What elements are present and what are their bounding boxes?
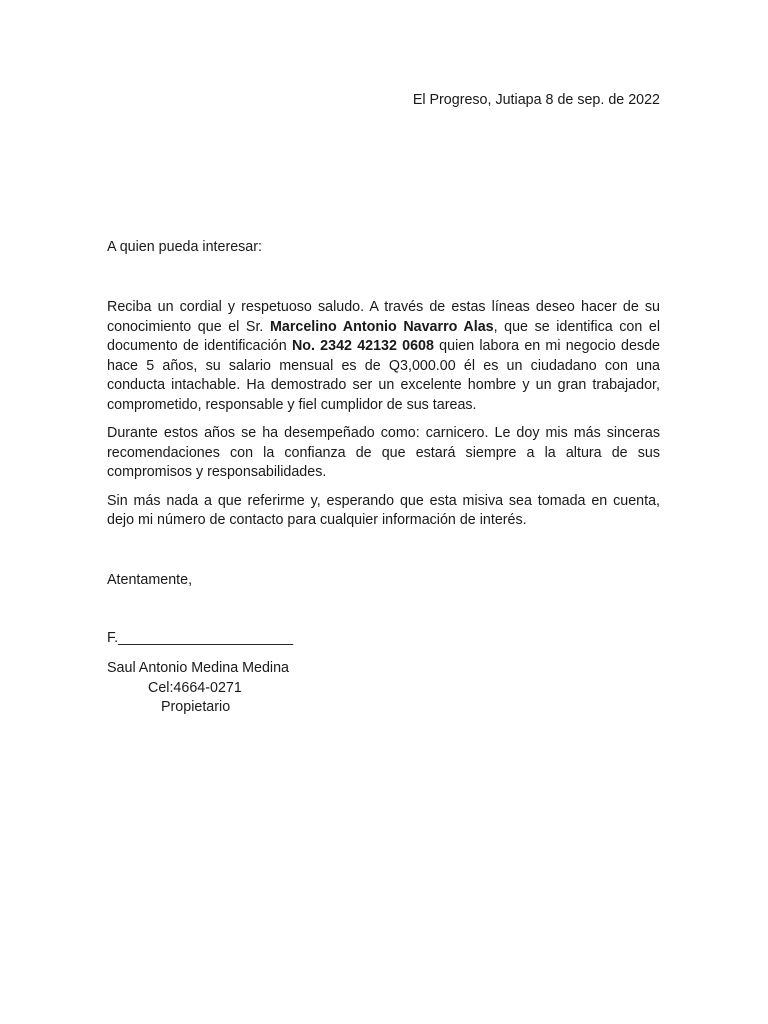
body-paragraph-3: Sin más nada a que referirme y, esperando que esta misiva sea tomada en cuenta, dejo mi número de contacto para cualquier información de interés. [107,492,660,528]
letter-salutation: A quien pueda interesar: [107,239,262,255]
letter-closing: Atentamente, [107,572,193,588]
signer-role: Propietario [161,699,231,715]
signature-line: F.______________________ [107,630,294,646]
id-number: No. 2342 42132 0608 [291,338,434,354]
signer-name: Saul Antonio Medina Medina [107,660,290,676]
paragraph-1-text-b: , que se identifica con el documento de identificación [107,318,660,354]
letter-date: El Progreso, Jutiapa 8 de sep. de 2022 [412,92,660,108]
letter-body [107,298,660,540]
body-paragraph-1 [107,298,660,415]
body-paragraph-2: Durante estos años se ha desempeñado como: carnicero. Le doy mis más sinceras recomendaciones con la confianza de que estará siempre a la altura de sus compromisos y responsabilidades. [107,425,660,480]
paragraph-1-text-a: Reciba un cordial y respetuoso saludo. A través de estas líneas deseo hacer de su conocimiento que el Sr. [107,299,660,335]
employee-name: Marcelino Antonio Navarro Alas [269,318,494,335]
signer-phone: Cel:4664-0271 [148,680,242,696]
paragraph-1-text-c: quien labora en mi negocio desde hace 5 años, su salario mensual es de Q3,000.00 él es un ciudadano con una conducta intachable. Ha demostrado ser un excelente hombre y un gran trabajador, comprometido, responsable y fiel cumplidor de sus tareas. [107,338,660,413]
